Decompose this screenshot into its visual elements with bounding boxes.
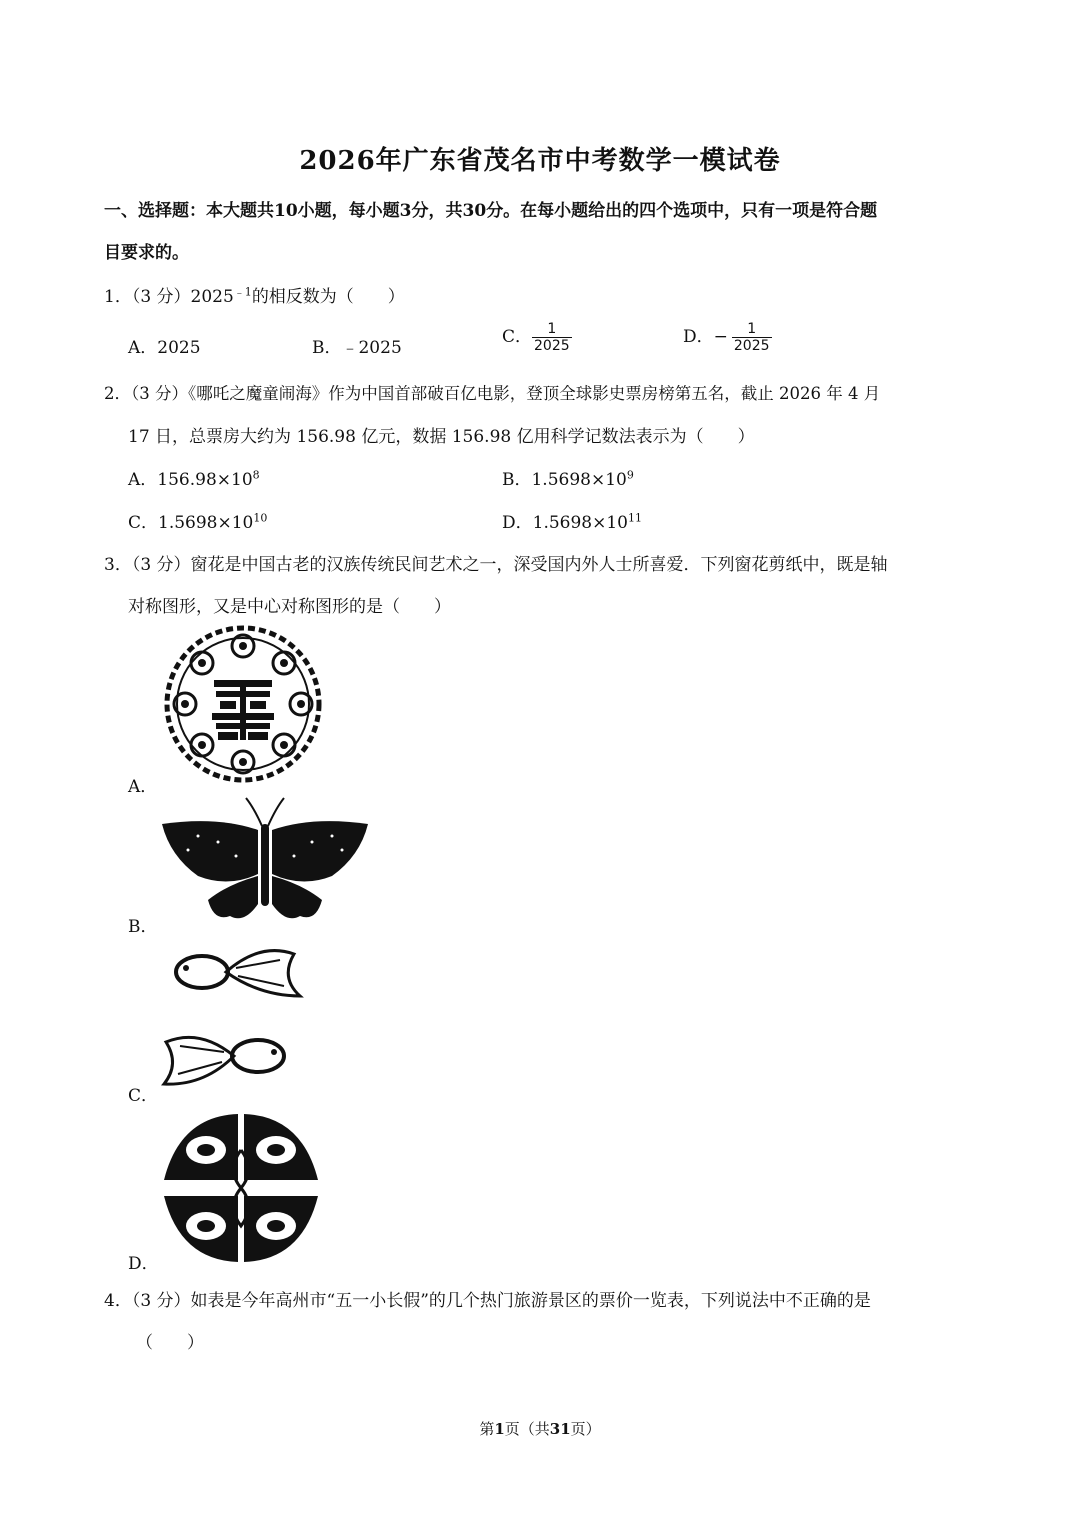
section-each-score: 3 <box>399 201 412 221</box>
footer-pre: 第 <box>479 1420 495 1438</box>
q1-option-d-fraction <box>732 321 772 354</box>
question-3-line1: 3．（3 分）窗花是中国古老的汉族传统民间艺术之一，深受国内外人士所喜爱．下列窗花剪纸中，既是轴 <box>104 555 888 575</box>
question-1-base: 2025 <box>190 287 234 307</box>
q3-option-a-label: A． <box>128 777 158 797</box>
q1-option-d-denominator: 2025 <box>733 338 770 354</box>
q2-option-b-exponent: 9 <box>626 468 634 482</box>
q2-option-c <box>128 508 267 533</box>
question-3-line2: 对称图形，又是中心对称图形的是（ ） <box>128 597 451 617</box>
q1-option-c-label: C． <box>502 327 533 347</box>
page-footer <box>0 1418 1080 1439</box>
footer-post: 页） <box>570 1420 601 1438</box>
page-title: 2026年广东省茂名市中考数学一模试卷 <box>299 146 781 176</box>
section-text-c: 分，共 <box>411 201 463 221</box>
footer-mid: 页（共 <box>504 1420 550 1438</box>
q3-option-b-label: B． <box>128 917 158 937</box>
q2-option-c-base: C．1.5698×10 <box>128 513 254 533</box>
q2-option-b <box>502 465 634 490</box>
question-1-number: 1．（3 分） <box>104 287 191 307</box>
q1-option-c-denominator: 2025 <box>534 338 570 354</box>
question-2-line2: 17 日，总票房大约为 156.98 亿元，数据 156.98 亿用科学记数法表示为（ ） <box>128 427 755 447</box>
papercut-b-butterfly-image <box>158 796 372 928</box>
question-2-line1: 2．（3 分）《哪吒之魔童闹海》作为中国首部破百亿电影，登顶全球影史票房榜第五名，截止 2026 年 4 月 <box>104 384 881 403</box>
q1-option-d-numerator: 1 <box>747 321 757 337</box>
q3-option-d-label: D． <box>128 1254 159 1274</box>
section-text-b: 小题，每小题 <box>297 201 400 221</box>
q1-option-c-fraction <box>532 321 572 354</box>
question-4-line2: （ ） <box>136 1333 204 1353</box>
papercut-a-image <box>160 624 326 784</box>
q1-option-d-sign: − <box>713 327 728 347</box>
q2-option-a <box>128 465 260 490</box>
papercut-d-image <box>160 1110 322 1266</box>
section-text-d: 分。在每小题给出的四个选项中，只有一项是符合题 <box>486 201 878 221</box>
section-n-questions: 10 <box>274 201 298 221</box>
footer-total-pages: 31 <box>549 1420 571 1438</box>
q1-option-d-label: D． <box>683 327 714 347</box>
q2-option-a-base: A．156.98×10 <box>128 470 253 490</box>
question-1-text: 的相反数为（ ） <box>251 287 405 307</box>
section-header-line2: 目要求的。 <box>104 243 189 263</box>
section-header <box>104 196 877 221</box>
q2-option-a-exponent: 8 <box>252 468 260 482</box>
q1-option-c <box>502 321 572 354</box>
q2-option-d <box>502 508 642 533</box>
q2-option-d-exponent: 11 <box>628 511 642 525</box>
q3-option-c-label: C． <box>128 1086 159 1106</box>
q2-option-c-exponent: 10 <box>253 511 268 525</box>
question-4-line1: 4．（3 分）如表是今年高州市“五一小长假”的几个热门旅游景区的票价一览表，下列说法中不正确的是 <box>104 1291 871 1311</box>
q1-option-d <box>683 321 772 354</box>
q1-option-c-numerator: 1 <box>547 321 557 337</box>
q2-option-d-base: D．1.5698×10 <box>502 513 628 533</box>
question-1-stem <box>104 282 405 307</box>
q2-option-b-base: B．1.5698×10 <box>502 470 627 490</box>
q1-option-a: A．2025 <box>128 338 201 358</box>
section-text-a: 一、选择题：本大题共 <box>104 201 274 221</box>
q1-option-b: B．﹣2025 <box>312 338 402 358</box>
footer-page-number: 1 <box>494 1420 505 1438</box>
question-1-exponent: ﹣1 <box>233 285 252 299</box>
section-total-score: 30 <box>462 201 487 221</box>
papercut-c-goldfish-image <box>160 938 304 1094</box>
